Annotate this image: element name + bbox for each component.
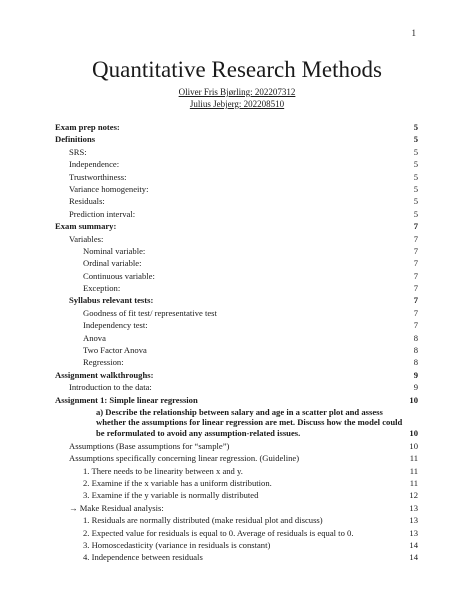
toc-entry-page: 5	[413, 183, 418, 194]
toc-entry[interactable]	[55, 282, 418, 294]
toc-entry-text: Exam summary:	[55, 221, 117, 232]
toc-entry-page: 5	[413, 196, 418, 207]
toc-entry[interactable]	[55, 502, 418, 514]
toc-entry[interactable]	[55, 121, 418, 133]
toc-entry[interactable]	[55, 406, 418, 440]
toc-entry-page: 13	[409, 515, 418, 526]
toc-entry-page: 7	[413, 258, 418, 269]
toc-entry-page: 7	[413, 283, 418, 294]
toc-entry-text: a) Describe the relationship between salary and age in a scatter plot and assess whether the assumptions for linear regression are met. Discuss how the model could be reformulated to avoid any assumption-related issues.	[96, 406, 403, 438]
toc-entry-page: 14	[409, 552, 418, 563]
toc-entry[interactable]	[55, 270, 418, 282]
toc-entry-page: 8	[413, 357, 418, 368]
toc-entry-text: Exam prep notes:	[55, 122, 120, 132]
toc-entry-text: Independence:	[69, 159, 120, 170]
toc-entry[interactable]	[55, 171, 418, 183]
toc-entry-page: 5	[413, 208, 418, 219]
toc-entry[interactable]	[55, 514, 418, 526]
toc-entry[interactable]	[55, 133, 418, 145]
toc-entry[interactable]	[55, 394, 418, 406]
toc-entry-text: 4. Independence between residuals	[83, 552, 203, 563]
author-2: Julius Jebjerg: 202208510	[189, 98, 285, 109]
toc-entry-page: 5	[413, 171, 418, 182]
toc-entry-text: SRS:	[69, 146, 87, 157]
toc-entry-page: 8	[413, 345, 418, 356]
toc-entry[interactable]	[55, 465, 418, 477]
toc-entry-page: 7	[413, 295, 418, 306]
toc-entry-page: 8	[413, 332, 418, 343]
toc-entry-page: 5	[413, 134, 418, 145]
toc-entry-text: Two Factor Anova	[83, 345, 147, 356]
toc-entry[interactable]	[55, 245, 418, 257]
toc-entry-page: 9	[413, 369, 418, 380]
toc-entry-text: Continuous variable:	[83, 270, 155, 281]
toc-entry-page: 7	[413, 233, 418, 244]
toc-entry-text: Exception:	[83, 283, 121, 294]
toc-entry-text: Goodness of fit test/ representative test	[83, 307, 217, 318]
toc-entry-page: 5	[413, 122, 418, 132]
toc-entry[interactable]	[55, 158, 418, 170]
document-title: Quantitative Research Methods	[92, 57, 382, 82]
toc-entry[interactable]	[55, 146, 418, 158]
toc-entry[interactable]	[55, 344, 418, 356]
toc-entry[interactable]	[55, 208, 418, 220]
toc-entry-page: 14	[409, 540, 418, 550]
toc-entry-text: 2. Examine if the x variable has a uniform distribution.	[83, 478, 272, 489]
toc-entry[interactable]	[55, 233, 418, 245]
toc-entry[interactable]	[55, 527, 418, 539]
toc-entry-page: 13	[409, 527, 418, 538]
toc-entry-text: Introduction to the data:	[69, 382, 152, 393]
toc-entry-text: 3. Examine if the y variable is normally distributed	[83, 490, 259, 501]
toc-entry[interactable]	[55, 332, 418, 344]
toc-entry-page: 9	[413, 382, 418, 393]
toc-entry-page: 10	[409, 427, 418, 438]
toc-entry-page: 13	[409, 502, 418, 513]
toc-entry[interactable]	[55, 195, 418, 207]
toc-entry-page: 7	[413, 245, 418, 256]
toc-entry-page: 12	[409, 490, 418, 501]
toc-entry[interactable]	[55, 369, 418, 381]
toc-entry-text: Regression:	[83, 357, 124, 368]
toc-entry[interactable]	[55, 294, 418, 306]
toc-entry-page: 11	[409, 478, 418, 489]
toc-entry-text: Residuals:	[69, 196, 105, 207]
toc-entry-page: 7	[413, 320, 418, 331]
toc-entry-text: Assignment 1: Simple linear regression	[55, 394, 198, 405]
toc-entry[interactable]	[55, 539, 418, 551]
toc-entry[interactable]	[55, 477, 418, 489]
toc-entry-text: Variables:	[69, 233, 104, 244]
toc-entry-text: Ordinal variable:	[83, 258, 142, 269]
toc-entry[interactable]	[55, 319, 418, 331]
toc-entry-text: Variance homogeneity:	[69, 183, 149, 194]
toc-entry-text: 2. Expected value for residuals is equal to 0. Average of residuals is equal to 0.	[83, 527, 354, 538]
toc-entry-page: 11	[409, 453, 418, 464]
toc-entry-page: 7	[413, 270, 418, 281]
toc-entry-page: 10	[409, 440, 418, 451]
toc-entry[interactable]	[55, 440, 418, 452]
toc-entry-text: 1. Residuals are normally distributed (make residual plot and discuss)	[83, 515, 323, 526]
toc-entry[interactable]	[55, 551, 418, 563]
page-number: 1	[411, 28, 416, 38]
toc-entry-text: Independency test:	[83, 320, 148, 331]
table-of-contents	[55, 121, 418, 564]
toc-entry-page: 7	[413, 221, 418, 232]
toc-entry[interactable]	[55, 381, 418, 393]
toc-entry[interactable]	[55, 183, 418, 195]
toc-entry-page: 5	[413, 146, 418, 157]
author-1: Oliver Fris Bjørling: 202207312	[178, 87, 296, 97]
toc-entry-text: Anova	[83, 332, 106, 343]
toc-entry[interactable]	[55, 356, 418, 368]
toc-entry-text: Prediction interval:	[69, 208, 136, 219]
toc-entry-page: 10	[409, 394, 418, 405]
author-list	[0, 87, 474, 110]
toc-entry-text: Assumptions (Base assumptions for “sample”)	[69, 440, 230, 451]
toc-entry-text: 1. There needs to be linearity between x and y.	[83, 465, 243, 476]
toc-entry-text: Assignment walkthroughs:	[55, 369, 154, 380]
toc-entry[interactable]	[55, 452, 418, 464]
toc-entry-text: 3. Homoscedasticity (variance in residuals is constant)	[83, 540, 271, 550]
toc-entry[interactable]	[55, 257, 418, 269]
toc-entry-page: 11	[409, 465, 418, 476]
toc-entry-text: Assumptions specifically concerning linear regression. (Guideline)	[69, 453, 300, 464]
toc-entry[interactable]	[55, 489, 418, 501]
toc-entry-text: Syllabus relevant tests:	[69, 295, 154, 306]
toc-entry-text: Trustworthiness:	[69, 171, 127, 182]
toc-entry[interactable]	[55, 220, 418, 232]
toc-entry-text: Definitions	[55, 134, 96, 145]
toc-entry[interactable]	[55, 307, 418, 319]
toc-entry-page: 5	[413, 159, 418, 170]
toc-entry-text: Nominal variable:	[83, 245, 146, 256]
toc-entry-page: 7	[413, 307, 418, 318]
toc-entry-text: → Make Residual analysis:	[69, 502, 164, 513]
